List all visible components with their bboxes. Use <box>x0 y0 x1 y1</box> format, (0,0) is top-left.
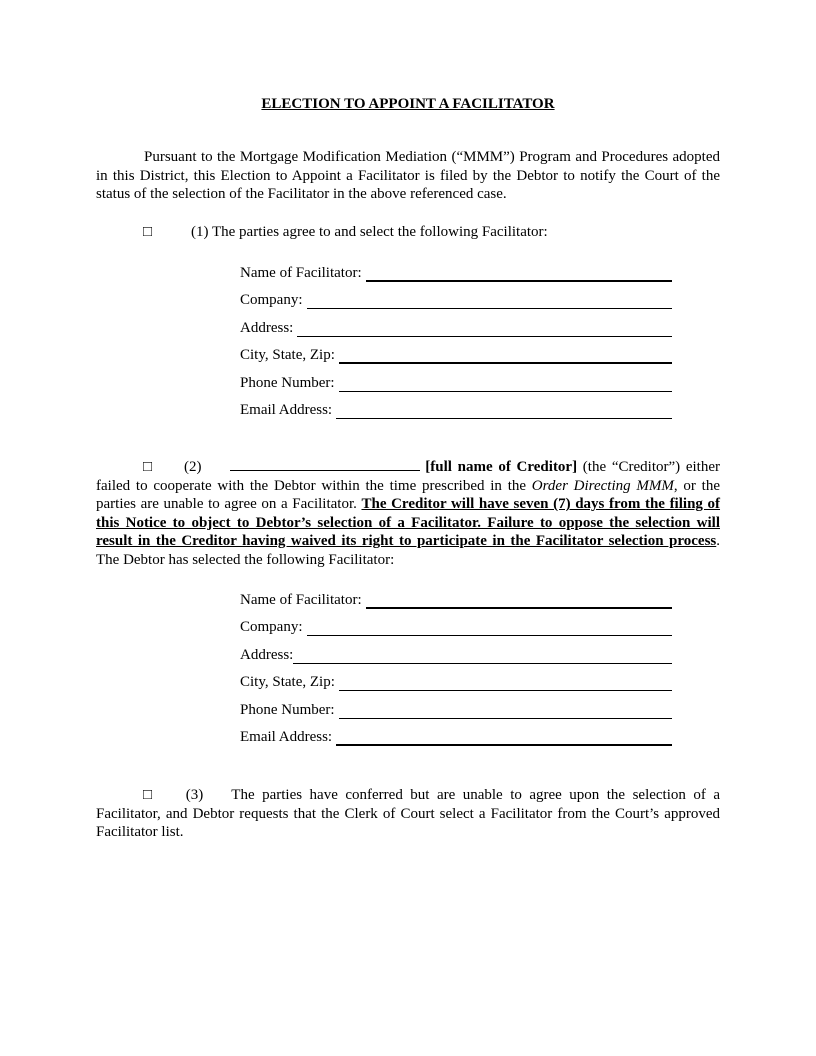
company-label: Company: <box>240 292 303 308</box>
city-state-zip-line[interactable] <box>339 676 672 691</box>
company-line[interactable] <box>307 294 673 309</box>
email-label: Email Address: <box>240 729 333 745</box>
address-field-2[interactable] <box>240 636 672 664</box>
option-2-number: (2) <box>184 459 202 475</box>
option-1-fields <box>240 254 672 419</box>
facilitator-name-field-1[interactable] <box>240 254 672 282</box>
option-2-fields <box>240 581 672 746</box>
creditor-name-blank[interactable] <box>230 458 420 471</box>
option-3-text: The parties have conferred but are unable to agree upon the selection of a Facilitator, and Debtor requests that the Clerk of Court select a Facilitator from the Court’s approved Facilitator list. <box>96 787 721 841</box>
facilitator-name-field-2[interactable] <box>240 581 672 609</box>
option-3-checkbox[interactable]: □ <box>143 787 156 803</box>
email-line[interactable] <box>336 730 672 746</box>
phone-field-2[interactable] <box>240 691 672 719</box>
company-field-2[interactable] <box>240 609 672 637</box>
email-field-1[interactable] <box>240 392 672 420</box>
document-title: ELECTION TO APPOINT A FACILITATOR <box>261 96 555 112</box>
creditor-notice: The Creditor will have seven (7) days from the filing of this Notice to object to Debtor’s selection of a Facilitator. Failure to oppose the selection will result in the Creditor having waived its right to participate in the Facilitator selection process <box>96 496 721 550</box>
company-line[interactable] <box>307 621 673 636</box>
company-label: Company: <box>240 619 303 635</box>
option-2-checkbox[interactable]: □ <box>143 459 155 475</box>
option-3-paragraph <box>96 786 720 842</box>
option-1-text: The parties agree to and select the following Facilitator: <box>211 224 548 240</box>
phone-field-1[interactable] <box>240 364 672 392</box>
email-line[interactable] <box>336 404 672 419</box>
address-label: Address: <box>240 319 294 336</box>
option-2-text-c: . The Debtor has selected the following Facilitator: <box>96 533 720 568</box>
phone-label: Phone Number: <box>240 701 335 718</box>
option-1-checkbox[interactable]: □ <box>143 224 153 240</box>
phone-line[interactable] <box>339 704 672 719</box>
facilitator-name-line[interactable] <box>366 593 672 609</box>
option-2-text-a: (the “Creditor”) either failed to cooperate with the Debtor within the time prescribed in the <box>96 459 721 494</box>
city-state-zip-line[interactable] <box>339 348 672 364</box>
option-1-row <box>143 224 548 241</box>
order-directing-mmm: Order Directing MMM <box>531 477 674 494</box>
phone-line[interactable] <box>339 377 672 392</box>
option-3-number: (3) <box>185 787 204 803</box>
email-field-2[interactable] <box>240 719 672 747</box>
creditor-label: [full name of Creditor] <box>425 459 578 475</box>
facilitator-name-label: Name of Facilitator: <box>240 591 362 608</box>
city-state-zip-field-2[interactable] <box>240 664 672 692</box>
address-field-1[interactable] <box>240 309 672 337</box>
city-state-zip-label: City, State, Zip: <box>240 674 335 690</box>
address-label: Address: <box>240 646 294 663</box>
option-2-paragraph <box>96 458 720 570</box>
city-state-zip-label: City, State, Zip: <box>240 347 335 363</box>
email-label: Email Address: <box>240 402 333 418</box>
facilitator-name-label: Name of Facilitator: <box>240 264 362 281</box>
option-2-text-b: , or the parties are unable to agree on a Facilitator. <box>96 477 720 513</box>
city-state-zip-field-1[interactable] <box>240 337 672 365</box>
address-line[interactable] <box>293 649 672 664</box>
intro-paragraph: Pursuant to the Mortgage Modification Mediation (“MMM”) Program and Procedures adopted in this District, this Election to Appoint a Facilitator is filed by the Debtor to notify the Court of the status of the selection of the Facilitator in the above referenced case. <box>96 149 720 203</box>
option-1-number: (1) <box>191 224 209 240</box>
facilitator-name-line[interactable] <box>366 266 672 282</box>
phone-label: Phone Number: <box>240 374 335 391</box>
company-field-1[interactable] <box>240 282 672 310</box>
address-line[interactable] <box>297 322 672 337</box>
